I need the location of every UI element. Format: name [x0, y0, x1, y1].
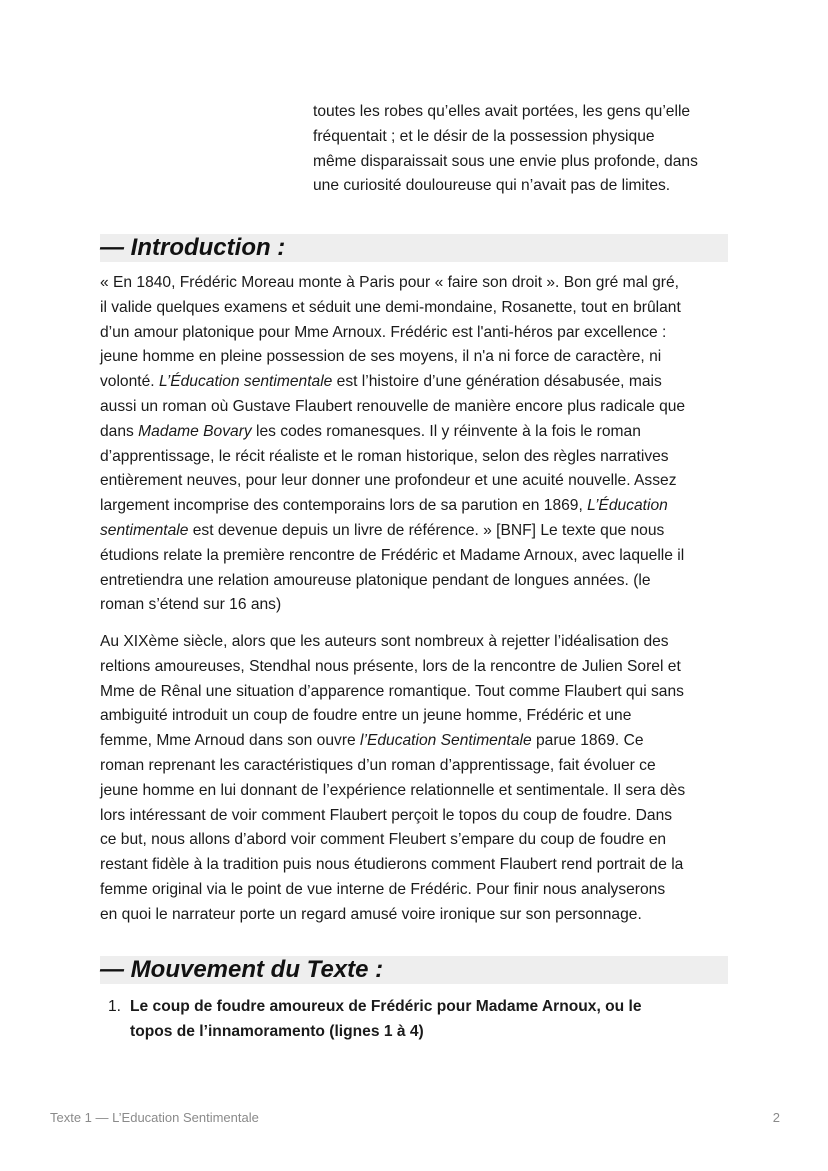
- text-run: roman reprenant les caractéristiques d’un roman d’apprentissage, fait évoluer ce: [100, 756, 656, 774]
- text-run: ambiguité introduit un coup de foudre entre un jeune homme, Frédéric et une: [100, 707, 632, 725]
- text-line: [100, 494, 685, 519]
- text-line: [313, 150, 698, 175]
- problematic-paragraph: [100, 630, 685, 928]
- text-line: [100, 630, 685, 655]
- text-line: [100, 321, 685, 346]
- text-run: reltions amoureuses, Stendhal nous présente, lors de la rencontre de Julien Sorel et: [100, 657, 681, 675]
- text-run: restant fidèle à la tradition puis nous étudierons comment Flaubert rend portrait de la: [100, 856, 684, 874]
- italic-title: Madame Bovary: [138, 422, 252, 440]
- italic-title: L’Éducation sentimentale: [158, 373, 333, 391]
- page-number: 2: [772, 1110, 780, 1125]
- text-line: [100, 469, 685, 494]
- text-run: même disparaissait sous une envie plus profonde, dans: [313, 152, 698, 170]
- text-run: aussi un roman où Gustave Flaubert renouvelle de manière encore plus radicale que: [100, 397, 686, 415]
- text-line: [100, 903, 685, 928]
- text-run: les codes romanesques. Il y réinvente à la fois le roman: [251, 422, 641, 440]
- text-line: [100, 704, 685, 729]
- text-line: [313, 100, 698, 125]
- text-run: entretiendra une relation amoureuse platonique pendant de longues années. (le: [100, 571, 651, 589]
- text-run: une curiosité douloureuse qui n’avait pas de limites.: [313, 177, 671, 195]
- list-item-line: Le coup de foudre amoureux de Frédéric pour Madame Arnoux, ou le: [130, 998, 642, 1015]
- text-run: Mme de Rênal une situation d’apparence romantique. Tout comme Flaubert qui sans: [100, 682, 684, 700]
- text-run: d’un amour platonique pour Mme Arnoux. Frédéric est l'anti-héros par excellence :: [100, 323, 667, 341]
- text-line: [100, 878, 685, 903]
- text-run: jeune homme en pleine possession de ses moyens, il n'a ni force de caractère, ni: [100, 348, 662, 366]
- text-line: [100, 271, 685, 296]
- text-run: toutes les robes qu’elles avait portées, les gens qu’elle: [313, 103, 691, 120]
- text-line: [100, 420, 685, 445]
- text-line: [100, 544, 685, 569]
- text-line: [100, 828, 685, 853]
- text-run: est devenue depuis un livre de référence. » [BNF] Le texte que nous: [188, 521, 665, 539]
- text-run: femme original via le point de vue interne de Frédéric. Pour finir nous analyserons: [100, 880, 666, 898]
- text-line: [100, 754, 685, 779]
- text-line: [100, 445, 685, 470]
- text-line: [100, 729, 685, 754]
- text-run: en quoi le narrateur porte un regard amusé voire ironique sur son personnage.: [100, 905, 642, 923]
- section-heading-introduction: — Introduction :: [100, 234, 728, 262]
- section-heading-movement: — Mouvement du Texte :: [100, 956, 728, 984]
- text-run: volonté.: [100, 373, 159, 391]
- text-run: entièrement neuves, pour leur donner une profondeur et une acuité nouvelle. Assez: [100, 472, 677, 490]
- footer-title: Texte 1 — L’Education Sentimentale: [50, 1110, 259, 1125]
- text-line: [100, 779, 685, 804]
- text-line: [100, 655, 685, 680]
- text-line: [313, 125, 698, 150]
- italic-title: L’Éducation: [587, 497, 668, 515]
- text-run: il valide quelques examens et séduit une demi-mondaine, Rosanette, tout en brûlant: [100, 298, 681, 316]
- text-line: [100, 804, 685, 829]
- text-run: femme, Mme Arnoud dans son ouvre: [100, 732, 361, 750]
- italic-title: sentimentale: [100, 521, 189, 539]
- text-run: Au XIXème siècle, alors que les auteurs sont nombreux à rejetter l’idéalisation des: [100, 633, 669, 650]
- text-run: largement incomprise des contemporains lors de sa parution en 1869,: [100, 497, 588, 515]
- text-run: parue 1869. Ce: [531, 732, 644, 750]
- text-line: [100, 680, 685, 705]
- text-line: [313, 174, 698, 199]
- text-line: [100, 296, 685, 321]
- text-run: dans: [100, 422, 139, 440]
- text-line: [100, 395, 685, 420]
- text-run: fréquentait ; et le désir de la possession physique: [313, 127, 655, 145]
- text-line: [100, 370, 685, 395]
- text-line: [100, 345, 685, 370]
- text-line: [100, 593, 685, 618]
- intro-paragraph: [100, 271, 685, 618]
- text-run: « En 1840, Frédéric Moreau monte à Paris pour « faire son droit ». Bon gré mal gré,: [100, 274, 680, 291]
- text-run: roman s’étend sur 16 ans): [100, 596, 282, 614]
- list-item-line: topos de l’innamoramento (lignes 1 à 4): [130, 1022, 424, 1040]
- text-run: ce but, nous allons d’abord voir comment Fleubert s’empare du coup de foudre en: [100, 831, 667, 849]
- text-run: d’apprentissage, le récit réaliste et le roman historique, selon des règles narratives: [100, 447, 669, 465]
- text-run: étudions relate la première rencontre de Frédéric et Madame Arnoux, avec laquelle il: [100, 546, 685, 564]
- text-line: [100, 569, 685, 594]
- text-run: jeune homme en lui donnant de l’expérience relationnelle et sentimentale. Il sera dès: [100, 781, 686, 799]
- list-item: [130, 995, 642, 1045]
- italic-title: l’Education Sentimentale: [360, 732, 532, 750]
- list-number: 1.: [108, 998, 122, 1015]
- text-line: [100, 853, 685, 878]
- quote-block: [313, 100, 698, 199]
- text-run: est l’histoire d’une génération désabusée, mais: [332, 373, 662, 391]
- text-run: lors intéressant de voir comment Flaubert perçoit le topos du coup de foudre. Dans: [100, 806, 673, 824]
- text-line: [100, 519, 685, 544]
